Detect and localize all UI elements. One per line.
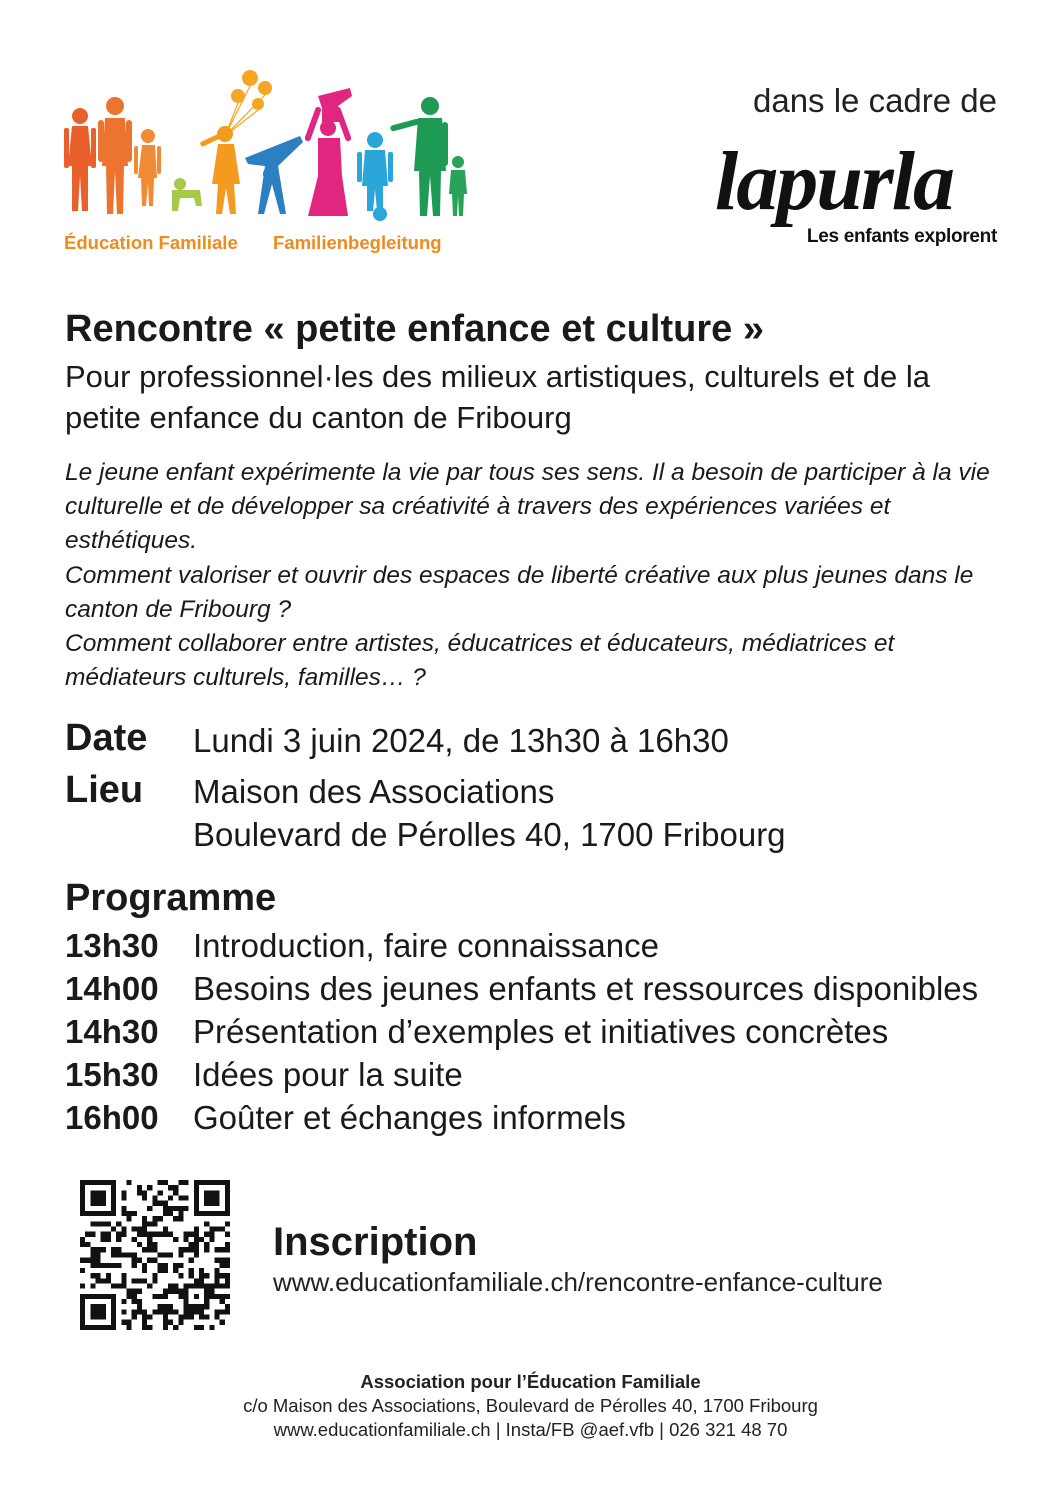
intro-paragraph: Le jeune enfant expérimente la vie par tous ses sens. Il a besoin de participer à la vie culturelle et de développer sa créativité à travers des expériences variées et esthétiques. <box>65 459 990 555</box>
footer-address: c/o Maison des Associations, Boulevard de Pérolles 40, 1700 Fribourg <box>243 1395 818 1416</box>
programme-text: Besoins des jeunes enfants et ressources disponibles <box>193 969 979 1007</box>
page-title: Rencontre « petite enfance et culture » <box>65 308 764 350</box>
lieu-label: Lieu <box>65 769 144 811</box>
programme-item <box>65 924 1025 967</box>
date-label: Date <box>65 717 148 759</box>
frame-text: dans le cadre de <box>752 82 997 119</box>
lieu-line: Boulevard de Pérolles 40, 1700 Fribourg <box>193 816 786 853</box>
programme-item <box>65 967 1025 1010</box>
programme-time: 14h00 <box>65 969 159 1007</box>
education-familiale-logo <box>60 66 480 266</box>
lieu-line: Maison des Associations <box>193 773 555 810</box>
footer-contact: www.educationfamiliale.ch | Insta/FB @aef.vfb | 026 321 48 70 <box>273 1419 788 1440</box>
intro-paragraph: Comment valoriser et ouvrir des espaces de liberté créative aux plus jeunes dans le canton de Fribourg ? <box>65 561 974 623</box>
inscription-title: Inscription <box>273 1220 478 1264</box>
logo-caption-fr: Éducation Familiale <box>64 232 238 253</box>
programme-title: Programme <box>65 877 277 919</box>
programme-item <box>65 1010 1025 1053</box>
qr-code-icon[interactable] <box>80 1180 230 1330</box>
lapurla-logo: lapurla <box>714 135 953 228</box>
inscription-link[interactable]: www.educationfamiliale.ch/rencontre-enfance-culture <box>273 1267 883 1297</box>
logo-caption-de: Familienbegleitung <box>273 232 442 253</box>
programme-text: Présentation d’exemples et initiatives concrètes <box>193 1012 889 1050</box>
programme-item <box>65 1096 1025 1139</box>
programme-time: 13h30 <box>65 926 159 964</box>
footer-org: Association pour l’Éducation Familiale <box>360 1371 701 1392</box>
subtitle: Pour professionnel·les des milieux artistiques, culturels et de la petite enfance du canton de Fribourg <box>65 359 930 435</box>
programme-time: 16h00 <box>65 1098 159 1136</box>
intro-paragraph: Comment collaborer entre artistes, éducatrices et éducateurs, médiatrices et médiateurs culturels, familles… ? <box>65 630 895 692</box>
programme-item <box>65 1053 1025 1096</box>
programme-time: 14h30 <box>65 1012 159 1050</box>
programme-text: Goûter et échanges informels <box>193 1098 626 1136</box>
qr-code-graphic <box>80 1180 230 1330</box>
programme-list <box>65 924 1025 1139</box>
lapurla-tagline: Les enfants explorent <box>806 226 997 247</box>
family-silhouettes-icon <box>60 66 480 226</box>
programme-time: 15h30 <box>65 1055 159 1093</box>
programme-text: Idées pour la suite <box>193 1055 463 1093</box>
programme-text: Introduction, faire connaissance <box>193 926 659 964</box>
date-value: Lundi 3 juin 2024, de 13h30 à 16h30 <box>193 722 729 759</box>
footer <box>0 1370 1061 1442</box>
lieu-value <box>193 770 786 856</box>
intro-text <box>65 456 1015 695</box>
